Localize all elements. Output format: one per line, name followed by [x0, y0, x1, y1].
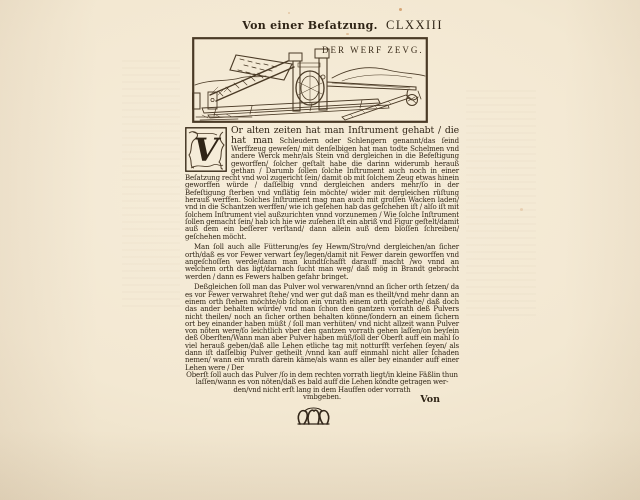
paragraph-3: Deßgleichen ſoll man das Pulver wol verwaren/vnnd an ſicher orth ſetzen/ da es vor Fewer verwahret ſtehe/ vnd wer gut daß man es theilt/vnd mehr dann an einem orth ſtehen möchte/ob ſchon ein vnrath einem orth geſchehe/ daß doch das ander behalten würde/ vnd man ſchon den gantzen vorrath deß Pulvers nicht theilen/ noch an ſicher orthen behalten könne/ſondern an einem ſichern ort bey einander haben müßt / ſoll man verhüten/ vnd nicht allzeit wann Pulver von nöten were/ſo leichtlich vber den gantzen vorrath gehen laſſen/on beyſein deß Oberſten/Wann man aber Pulver haben müß/ſoll der Oberſt auff ein mahl ſo viel herauß geben/daß alle Lehen etliche tag mit notturfft verſehen ſeyen/ als dann iſt daſſelbig Pulver getheilt /vnnd kan auff einmahl nicht aller ſchaden nemen/ wann ein vnrath darein käme/als wann es aller bey einander auff einer Lehen were / Der [185, 283, 459, 372]
paper-edge-shadow-left [0, 0, 115, 500]
foxing-spot [288, 12, 290, 14]
verso-show-through-left [122, 60, 180, 310]
woodcut-caption-svg: DER WERF ZEVG. [322, 45, 424, 55]
paper-edge-shadow-right [545, 0, 640, 500]
body-text-block [185, 126, 459, 401]
paragraph-2: Man ſoll auch alle Fütterung/es ſey Hewm/Stro/vnd dergleichen/an ſicher orth/daß es vor Fewer verwart ſey/legen/damit nit Fewer darein geworffen vnd angeſchoſſen werde/dann man kundtſchafft darauff macht /wo vnnd an welchem orth das ligt/darnach ſucht man weg/ daß mög in Brandt gebracht werden / dann es Fewers halben gefahr bringet. [185, 243, 459, 281]
taper-line-3: den/vnd nicht erſt lang in dem Hauffen oder vorrath [233, 385, 411, 394]
verso-show-through-right [466, 90, 536, 320]
siege-engine-woodcut-drawing [192, 37, 428, 123]
running-title: Von einer Beſatzung. [242, 19, 378, 32]
woodcut-illustration [192, 37, 428, 123]
taper-line-1: Oberſt ſoll auch das Pulver /ſo in dem rechten vorrath liegt/in kleine Fäßlin thun [186, 370, 458, 379]
taper-line-2: laſſen/wann es von nöten/daß es bald auff die Lehen köndte getragen wer- [195, 378, 449, 387]
taper-line-4: vmbgeben. [303, 392, 341, 401]
paragraph-1 [185, 126, 459, 241]
decorated-initial-drop-cap [185, 127, 227, 172]
foxing-spot [520, 208, 523, 211]
drop-cap-letter: V [193, 131, 219, 169]
printer-ornament-icon [294, 404, 332, 432]
foxing-spot [399, 8, 402, 11]
paragraph-1-opening-line: Or alten zeiten hat man Inſtrument gehabt / die hat man [231, 125, 459, 146]
foxing-spot [346, 33, 349, 35]
catchword: Von [420, 394, 440, 405]
paragraph-1-text: Schleudern oder Schlengern genannt/das ſeind Werffzeug geweſen/ mit denſelbigen hat man todte Schelmen vnd andere Werck mehr/als Stein vnd dergleichen in die Befeſtigung geworffen/ ſolcher geſtalt habe die darinn widerumb herauß gethan / Darumb ſollen ſolche Inſtrument auch noch in einer Beſatzung recht vnd wol zugericht ſein/ damit ob mit ſolchem Zeug etwas hinein geworffen würde / daſſelbig vnnd dergleichen anders mehr/ſo in der Befeſtigung ſterben vnd vnflätig ſein möchte/ wider mit dergleichen rüſtung herauß werffen. Solches Inſtrument mag man auch mit groſſen Wacken laden/ vnd in die Schantzen werffen/ wie ich geſehen hab das geſchehen iſt / alſo iſt mit ſolchem Inſtrument viel außzurichten vnnd vorzunemen / Wie ſolche Inſtrument ſollen gemacht ſein/ hab ich hie wie zuſehen iſt ein abriß vnd Figur geſtelt/damit auß dem ein beſſerer verſtand/ dann allein auß dem bloſſen ſchreiben/ geſchehen möcht. [185, 137, 459, 241]
paper-edge-shadow-bottom [0, 430, 640, 500]
page-number: CLXXIII [385, 18, 443, 32]
